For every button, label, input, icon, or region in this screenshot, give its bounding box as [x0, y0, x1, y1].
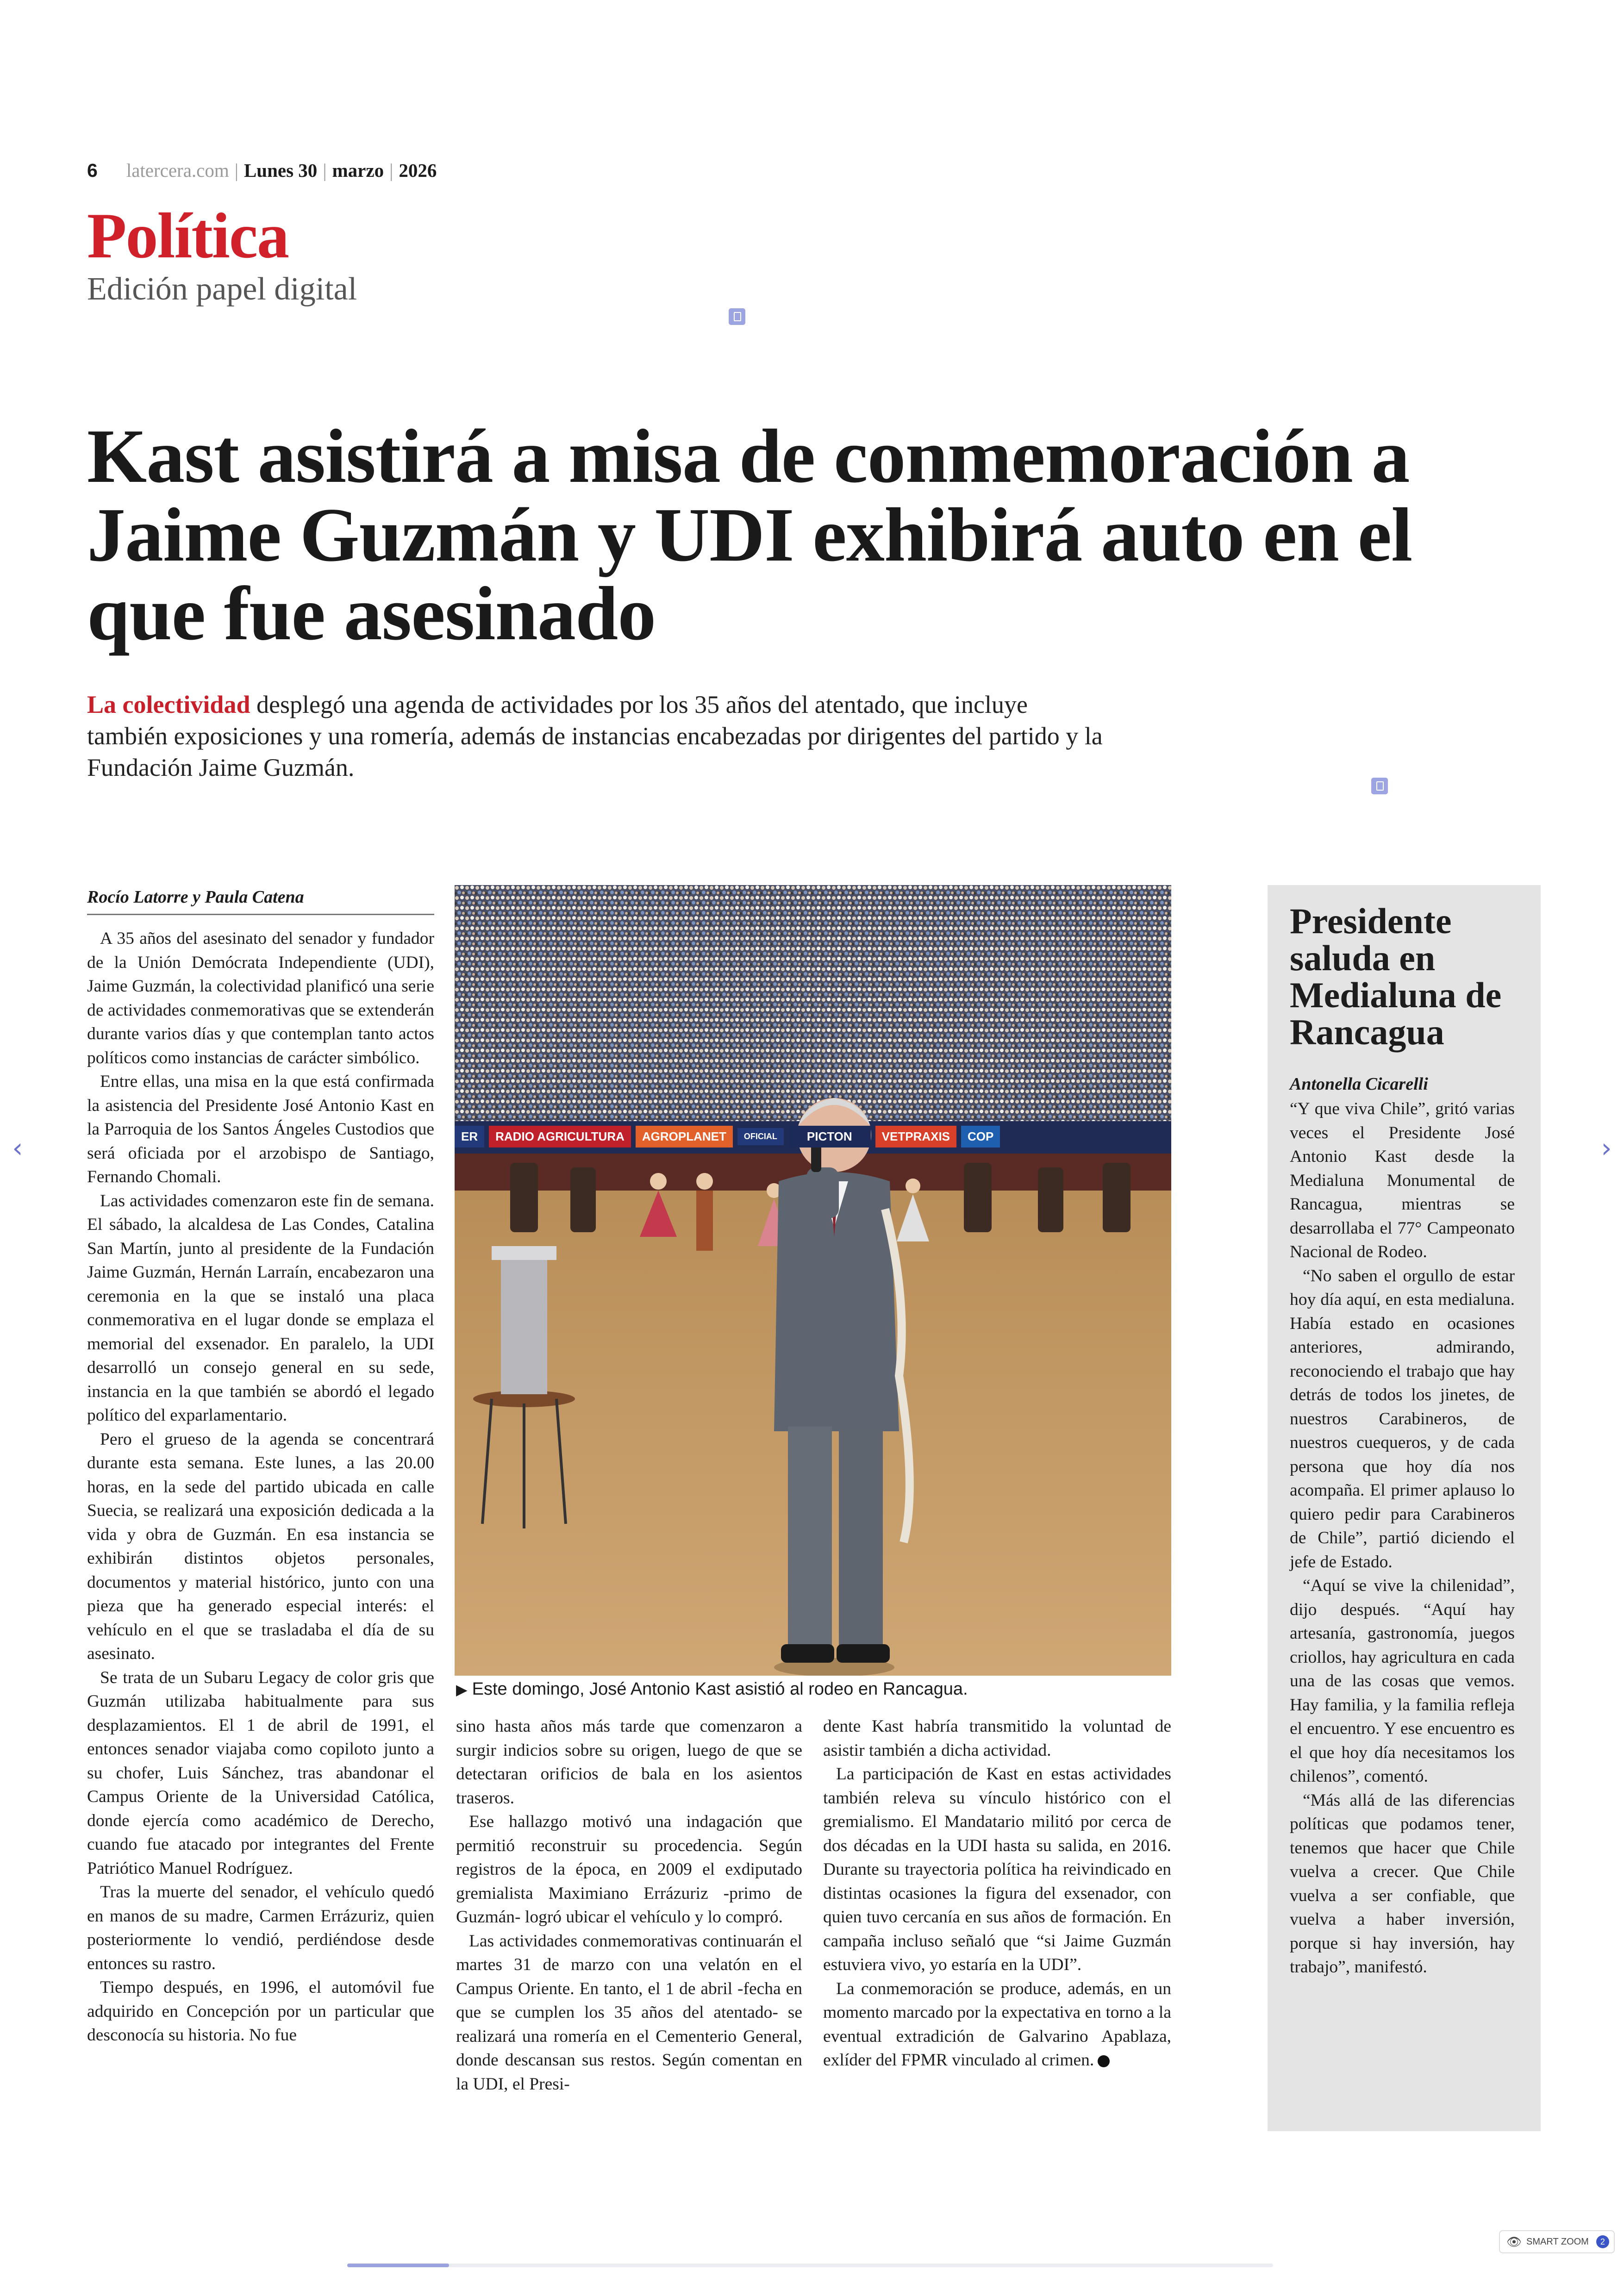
paragraph: A 35 años del asesinato del senador y fundador de la Unión Demócrata Independiente (UDI), Jaime Guzmán, la colectividad planificó una serie de actividades conmemorativas que se extenderán durante varios días y que contemplan tanto actos políticos como instancias de carácter simbólico. [87, 929, 434, 1067]
paragraph: Ese hallazgo motivó una indagación que permitió reconstruir su procedencia. Según registros de la época, en 2009 el exdiputado gremialista Maximiano Errázuriz -primo de Guzmán- logró ubicar el vehículo y lo compró. [456, 1812, 802, 1927]
paragraph: “Aquí se vive la chilenidad”, dijo después. “Aquí hay artesanía, gastronomía, juegos criollos, hay agricultura en cada una de las cosas que vemos. Hay familia, y la familia refleja el encuentro. Y ese encuentro es el que hoy día necesitamos los chilenos”, comentó. [1290, 1576, 1515, 1786]
rodeo-photo-illustration [455, 885, 1171, 1676]
paragraph-text: La conmemoración se produce, además, en un momento marcado por la expectativa en torno a la eventual extradición de Galvarino Apablaza, exlíder del FPMR vinculado al crimen. [823, 1979, 1171, 2070]
separator: | [234, 160, 238, 181]
zoom-badge: 2 [1596, 2235, 1609, 2248]
paragraph: “No saben el orgullo de estar hoy día aquí, en esta medialuna. Había estado en ocasiones anteriores, admirando, reconociendo el trabajo que hay detrás de todos los jinetes, de nuestros Carabineros, de nuestros cuequeros, y de cada persona que hoy día nos acompaña. El primer aplauso lo quiero pedir para Carabineros de Chile”, partió diciendo el jefe de Estado. [1290, 1266, 1515, 1572]
paragraph: dente Kast habría transmitido la voluntad de asistir también a dicha actividad. [823, 1717, 1171, 1760]
article-column-2 [456, 1715, 802, 2096]
section-title: Política [87, 200, 288, 272]
banner: RADIO AGRICULTURA [489, 1126, 631, 1148]
date-month: marzo [332, 160, 384, 181]
paragraph: Las actividades comenzaron este fin de semana. El sábado, la alcaldesa de Las Condes, Catalina San Martín, junto al presidente de la Fundación Jaime Guzmán, Hernán Larraín, encabezaron una ceremonia en la que se instaló una placa conmemorativa en el lugar donde se emplaza el memorial del exsenador. En paralelo, la UDI desarrolló un consejo general en su sede, instancia en la que también se abordó el legado político del exparlamentario. [87, 1191, 434, 1425]
end-mark-icon [1098, 2055, 1110, 2067]
date-year: 2026 [399, 160, 437, 181]
previous-page-icon[interactable]: ‹ [12, 1132, 23, 1164]
paragraph: La participación de Kast en estas actividades también releva su vínculo histórico con el gremialismo. El Mandatario militó por cerca de dos décadas en la UDI hasta su salida, en 2016. Durante su trayectoria política ha reivindicado en distintas ocasiones la figura del exsenador, con quien tuvo cercanía en sus años de formación. En campaña incluso señaló que “si Jaime Guzmán estuviera vivo, yo estaría en la UDI”. [823, 1765, 1171, 1974]
separator: | [323, 160, 327, 181]
banner: VETPRAXIS [875, 1126, 956, 1148]
paragraph: sino hasta años más tarde que comenzaron a surgir indicios sobre su origen, luego de que se detectaran orificios de bala en los asientos traseros. [456, 1717, 802, 1808]
arena-banners [455, 1122, 1171, 1151]
page-number: 6 [87, 160, 98, 181]
date-day: Lunes 30 [244, 160, 318, 181]
caption-text: Este domingo, José Antonio Kast asistió al rodeo en Rancagua. [472, 1679, 968, 1699]
sidebar-author: Antonella Cicarelli [1290, 1074, 1428, 1094]
reading-progress-bar[interactable] [347, 2264, 1273, 2267]
banner: OFICIAL [737, 1128, 784, 1145]
paragraph: Tiempo después, en 1996, el automóvil fue adquirido en Concepción por un particular que desconocía su historia. No fue [87, 1978, 434, 2045]
banner: ER [455, 1126, 484, 1148]
eye-icon: 👁 [1506, 2234, 1522, 2249]
reading-progress-fill [347, 2264, 449, 2267]
paragraph: Las actividades conmemorativas continuarán el martes 31 de marzo con una velatón en el Campus Oriente. En tanto, el 1 de abril -fecha en que se cumplen los 35 años del atentado- se realizará una romería en el Cementerio General, donde descansan sus restos. Según comentan en la UDI, el Presi- [456, 1931, 802, 2094]
smart-zoom-button[interactable] [1499, 2230, 1615, 2253]
paragraph: Se trata de un Subaru Legacy de color gris que Guzmán utilizaba habitualmente para sus desplazamientos. El 1 de abril de 1991, el entonces senador viajaba como copiloto junto a su chofer, Luis Sánchez, tras abandonar el Campus Oriente de la Universidad Católica, donde ejercía como académico de Derecho, cuando fue atacado por integrantes del Frente Patriótico Manuel Rodríguez. [87, 1668, 434, 1878]
banner: COP [961, 1126, 1000, 1148]
banner: AGROPLANET [636, 1126, 733, 1148]
article-column-1 [87, 927, 434, 2047]
edition-label: Edición papel digital [87, 271, 357, 307]
paragraph: Tras la muerte del senador, el vehículo quedó en manos de su madre, Carmen Errázuriz, quien posteriormente lo vendió, perdiéndose desde entonces su rastro. [87, 1883, 434, 1973]
paragraph: Entre ellas, una misa en la que está confirmada la asistencia del Presidente José Antonio Kast en la Parroquia de los Santos Ángeles Custodios que será oficiada por el arzobispo de Santiago, Fernando Chomali. [87, 1072, 434, 1186]
separator: | [389, 160, 394, 181]
photo-caption [456, 1679, 1173, 1699]
headline: Kast asistirá a misa de conmemoración a Jaime Guzmán y UDI exhibirá auto en el que fue asesinado [87, 413, 1412, 656]
sidebar-body [1290, 1097, 1515, 1979]
site-name: latercera.com [126, 160, 229, 181]
paragraph: “Y que viva Chile”, gritó varias veces el Presidente José Antonio Kast desde la Medialuna Monumental de Rancagua, mientras se desarrollaba el 77° Campeonato Nacional de Rodeo. [1290, 1099, 1515, 1261]
dek [87, 689, 1106, 783]
smart-zoom-label: SMART ZOOM [1526, 2236, 1589, 2247]
dek-lead: La colectividad [87, 691, 250, 718]
sidebar-title: Presidente saluda en Medialuna de Rancagua [1290, 901, 1502, 1052]
dek-text: desplegó una agenda de actividades por los 35 años del atentado, que incluye también exposiciones y una romería, además de instancias encabezadas por dirigentes del partido y la Fundación Jaime Guzmán. [87, 691, 1103, 781]
paragraph [823, 1977, 1171, 2072]
next-page-icon[interactable]: › [1601, 1132, 1612, 1164]
paragraph: “Más allá de las diferencias políticas que podamos tener, tenemos que hacer que Chile vuelva a crecer. Que Chile vuelva a ser confiable, que vuelva a haber inversión, porque si hay inversión, hay trabajo”, manifestó. [1290, 1790, 1515, 1977]
page-header [87, 159, 437, 192]
article-photo[interactable] [455, 885, 1171, 1676]
banner: PICTON [788, 1126, 871, 1148]
byline: Rocío Latorre y Paula Catena [87, 887, 434, 915]
article-column-3 [823, 1715, 1171, 2072]
caption-arrow-icon: ▶ [456, 1681, 468, 1698]
note-marker-icon[interactable] [729, 308, 745, 325]
note-marker-icon[interactable] [1371, 778, 1388, 794]
paragraph: Pero el grueso de la agenda se concentrará durante esta semana. Este lunes, a las 20.00 horas, en la sede del partido ubicada en calle Suecia, se realizará una exposición dedicada a la vida y obra de Guzmán. En esa instancia se exhibirán distintos objetos personales, documentos y material histórico, junto con una pieza que ha generado especial interés: el vehículo en el que se trasladaba el día de su asesinato. [87, 1429, 434, 1663]
